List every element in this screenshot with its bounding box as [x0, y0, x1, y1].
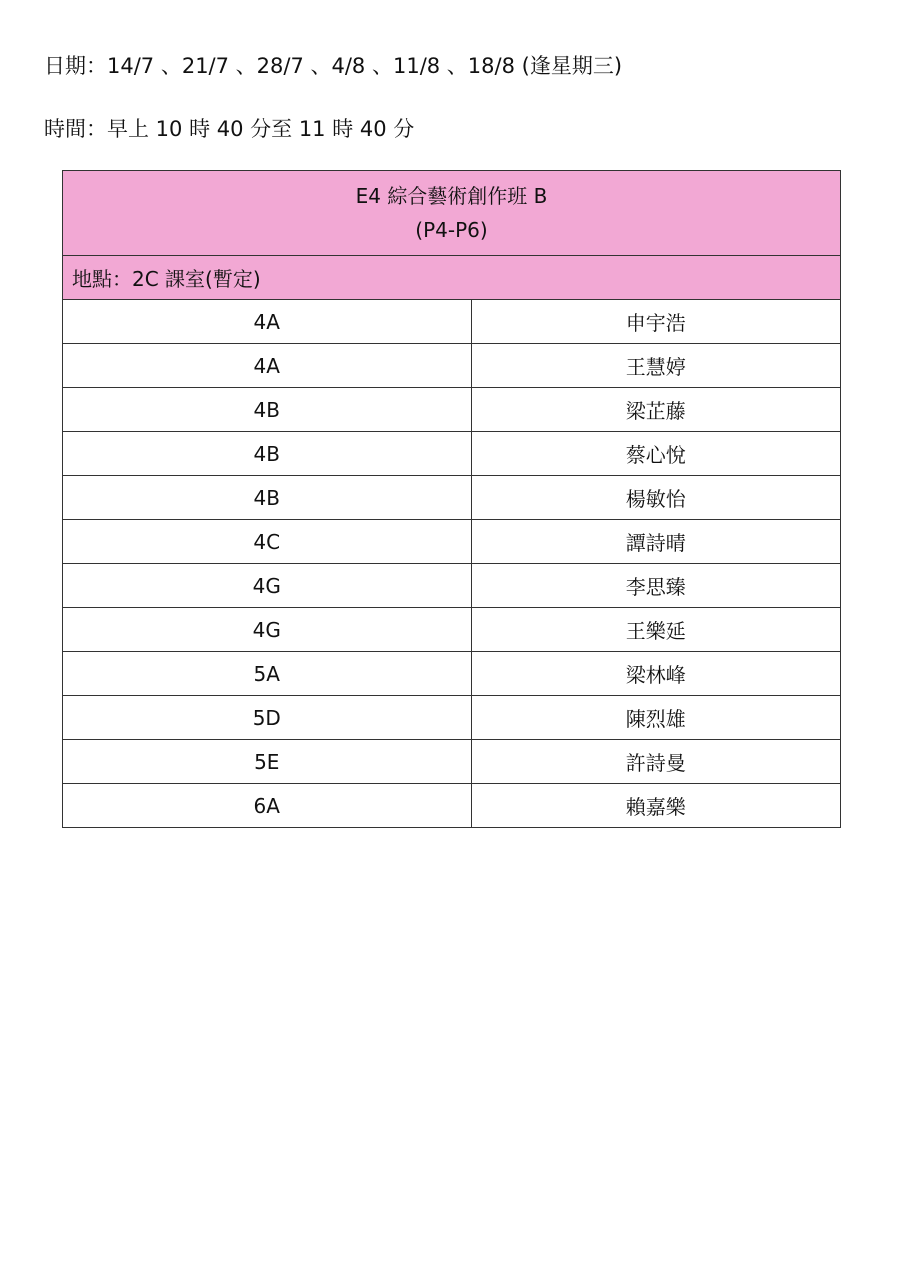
- name-cell: 蔡心悅: [471, 432, 840, 476]
- name-cell: 梁林峰: [471, 652, 840, 696]
- table-row: [63, 344, 841, 388]
- table-row: [63, 388, 841, 432]
- table-row: [63, 564, 841, 608]
- table-row: [63, 608, 841, 652]
- table-row: [63, 740, 841, 784]
- course-level: (P4-P6): [415, 218, 488, 242]
- name-cell: 譚詩晴: [471, 520, 840, 564]
- class-cell: 4B: [63, 476, 472, 520]
- class-cell: 4G: [63, 564, 472, 608]
- location-label: 地點：2C 課室(暫定): [63, 256, 841, 300]
- name-cell: 楊敏怡: [471, 476, 840, 520]
- class-cell: 6A: [63, 784, 472, 828]
- class-cell: 5D: [63, 696, 472, 740]
- class-cell: 5E: [63, 740, 472, 784]
- table-row: [63, 652, 841, 696]
- name-cell: 申宇浩: [471, 300, 840, 344]
- name-cell: 王樂延: [471, 608, 840, 652]
- student-roster-table: [62, 170, 841, 828]
- name-cell: 李思臻: [471, 564, 840, 608]
- class-cell: 4A: [63, 300, 472, 344]
- table-row: [63, 476, 841, 520]
- table-row: [63, 300, 841, 344]
- table-row: [63, 520, 841, 564]
- class-cell: 4B: [63, 432, 472, 476]
- class-cell: 4G: [63, 608, 472, 652]
- time-line: 時間：早上 10 時 40 分至 11 時 40 分: [44, 117, 415, 141]
- table-title: [63, 171, 841, 256]
- course-title: E4 綜合藝術創作班 B: [355, 184, 548, 208]
- class-cell: 5A: [63, 652, 472, 696]
- location-row: [63, 256, 841, 300]
- table-title-row: [63, 171, 841, 256]
- table-row: [63, 696, 841, 740]
- table-row: [63, 432, 841, 476]
- name-cell: 梁芷藤: [471, 388, 840, 432]
- name-cell: 陳烈雄: [471, 696, 840, 740]
- class-cell: 4C: [63, 520, 472, 564]
- class-cell: 4B: [63, 388, 472, 432]
- name-cell: 賴嘉樂: [471, 784, 840, 828]
- table-row: [63, 784, 841, 828]
- date-line: 日期：14/7 、21/7 、28/7 、4/8 、11/8 、18/8 (逢星期三): [44, 54, 623, 78]
- name-cell: 許詩曼: [471, 740, 840, 784]
- name-cell: 王慧婷: [471, 344, 840, 388]
- class-cell: 4A: [63, 344, 472, 388]
